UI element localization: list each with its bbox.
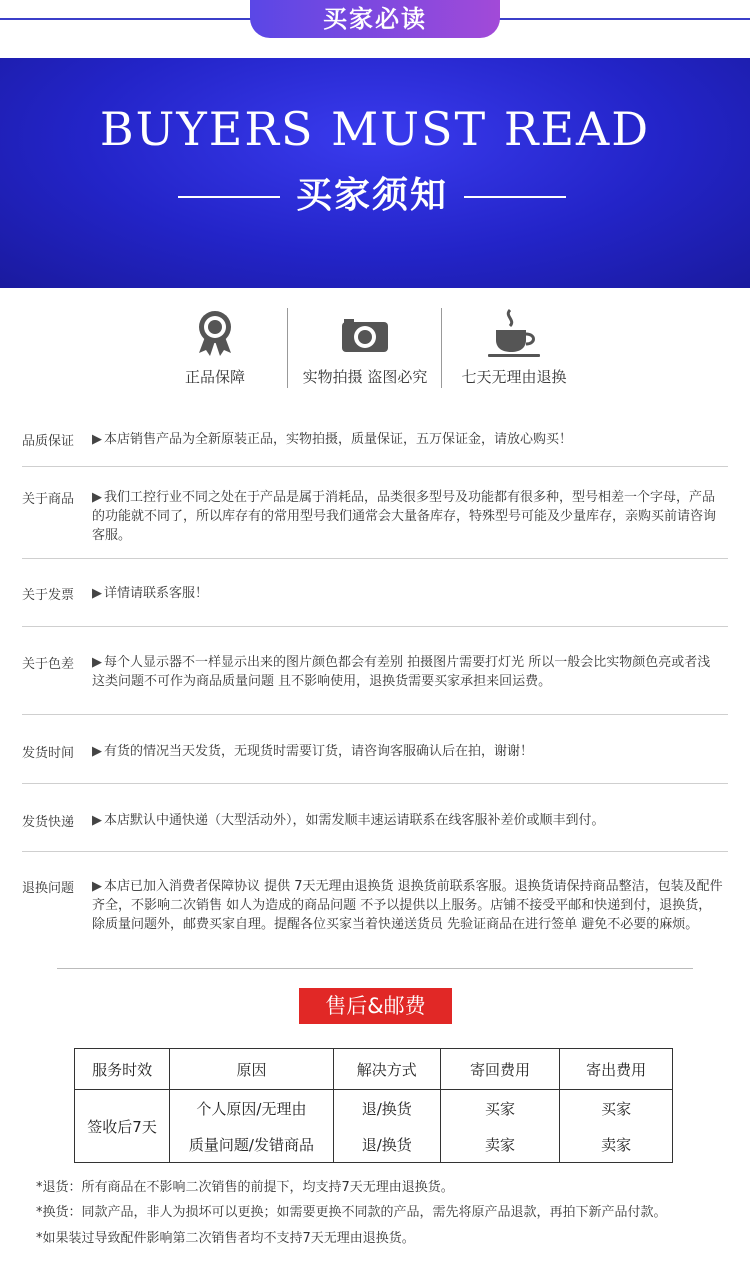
info-key: 发货快递	[22, 815, 75, 830]
table-cell: 退/换货	[333, 1090, 440, 1127]
triangle-right-icon: ▶	[92, 813, 102, 828]
divider	[22, 851, 728, 852]
info-value: ▶ 本店默认中通快递（大型活动外），如需发顺丰速运请联系在线客服补差价或顺丰到付。	[92, 813, 605, 828]
table-cell: 买家	[440, 1090, 560, 1127]
triangle-right-icon: ▶	[92, 490, 102, 505]
divider	[22, 558, 728, 559]
divider	[57, 968, 693, 969]
table-header-row	[75, 1049, 673, 1090]
divider	[22, 466, 728, 467]
table-header-cell: 原因	[170, 1049, 334, 1090]
banner-english-title: BUYERS MUST READ	[99, 102, 651, 156]
table-cell: 质量问题/发错商品	[170, 1126, 334, 1163]
table-cell-period: 签收后7天	[75, 1090, 170, 1163]
page-title: 买家必读	[250, 0, 500, 38]
triangle-right-icon: ▶	[92, 432, 102, 447]
banner-chinese-title: 买家须知	[295, 175, 448, 216]
feature-seven-day-return	[452, 305, 576, 390]
banner-divider-right	[464, 196, 566, 198]
note-accessories: *如果装过导致配件影响第二次销售者均不支持7天无理由退换货。	[36, 1231, 415, 1246]
feature-divider	[287, 308, 288, 388]
feature-genuine-label: 正品保障	[184, 368, 245, 386]
feature-seven-day-return-label: 七天无理由退换	[461, 368, 567, 386]
table-header-cell: 寄回费用	[440, 1049, 560, 1090]
triangle-right-icon: ▶	[92, 744, 102, 759]
triangle-right-icon: ▶	[92, 655, 102, 670]
info-key: 关于商品	[22, 492, 75, 507]
info-key: 品质保证	[22, 434, 75, 449]
divider	[22, 783, 728, 784]
info-key: 发货时间	[22, 746, 75, 761]
table-cell: 卖家	[560, 1126, 673, 1163]
note-return: *退货：所有商品在不影响二次销售的前提下，均支持7天无理由退换货。	[36, 1180, 454, 1195]
info-value: ▶ 每个人显示器不一样显示出来的图片颜色都会有差别 拍摄图片需要打灯光 所以一般会比实物颜色亮或者浅 这类问题不可作为商品质量问题 且不影响使用，退换货需要买家承担来回运费。	[92, 655, 711, 689]
after-sales-title: 售后&邮费	[299, 988, 452, 1024]
coffee-cup-icon	[452, 305, 576, 360]
table-cell: 卖家	[440, 1126, 560, 1163]
table-header-cell: 解决方式	[333, 1049, 440, 1090]
divider	[22, 626, 728, 627]
note-exchange: *换货：同款产品，非人为损坏可以更换；如需要更换不同款的产品，需先将原产品退款，再拍下新产品付款。	[36, 1205, 667, 1220]
table-cell: 退/换货	[333, 1126, 440, 1163]
triangle-right-icon: ▶	[92, 879, 102, 894]
info-value: ▶ 本店销售产品为全新原装正品，实物拍摄，质量保证，五万保证金，请放心购买！	[92, 432, 573, 447]
info-key: 关于色差	[22, 657, 75, 672]
ribbon-award-icon	[160, 305, 270, 360]
info-key: 关于发票	[22, 588, 75, 603]
table-cell: 个人原因/无理由	[170, 1090, 334, 1127]
feature-real-photo	[290, 305, 440, 390]
camera-icon	[290, 305, 440, 360]
info-value: ▶ 本店已加入消费者保障协议 提供 7天无理由退换货 退换货前联系客服。退换货请保持商品整洁，包装及配件齐全，不影响二次销售 如人为造成的商品问题 不予以提供以上服务。店铺不接受平邮和快递到付，退换货，除质量问题外，邮费买家自理。提醒各位买家当着快递送货员 先验证商品在进行签单 避免不必要的麻烦。	[92, 879, 723, 932]
table-header-cell: 寄出费用	[560, 1049, 673, 1090]
banner-chinese-title-wrap	[0, 172, 750, 222]
triangle-right-icon: ▶	[92, 586, 102, 601]
table-header-cell: 服务时效	[75, 1049, 170, 1090]
divider	[22, 714, 728, 715]
table-row	[75, 1090, 673, 1127]
info-value: ▶ 详情请联系客服！	[92, 586, 209, 601]
feature-real-photo-label: 实物拍摄 盗图必究	[302, 368, 428, 386]
feature-divider	[441, 308, 442, 388]
after-sales-table	[74, 1048, 673, 1163]
feature-genuine	[160, 305, 270, 390]
banner-divider-left	[178, 196, 280, 198]
info-value: ▶ 有货的情况当天发货，无现货时需要订货，请咨询客服确认后在拍，谢谢！	[92, 744, 534, 759]
info-key: 退换问题	[22, 881, 75, 896]
info-value: ▶ 我们工控行业不同之处在于产品是属于消耗品，品类很多型号及功能都有很多种，型号相差一个字母，产品的功能就不同了，所以库存有的常用型号我们通常会大量备库存，特殊型号可能及少量库存，亲购买前请咨询客服。	[92, 490, 717, 543]
table-cell: 买家	[560, 1090, 673, 1127]
